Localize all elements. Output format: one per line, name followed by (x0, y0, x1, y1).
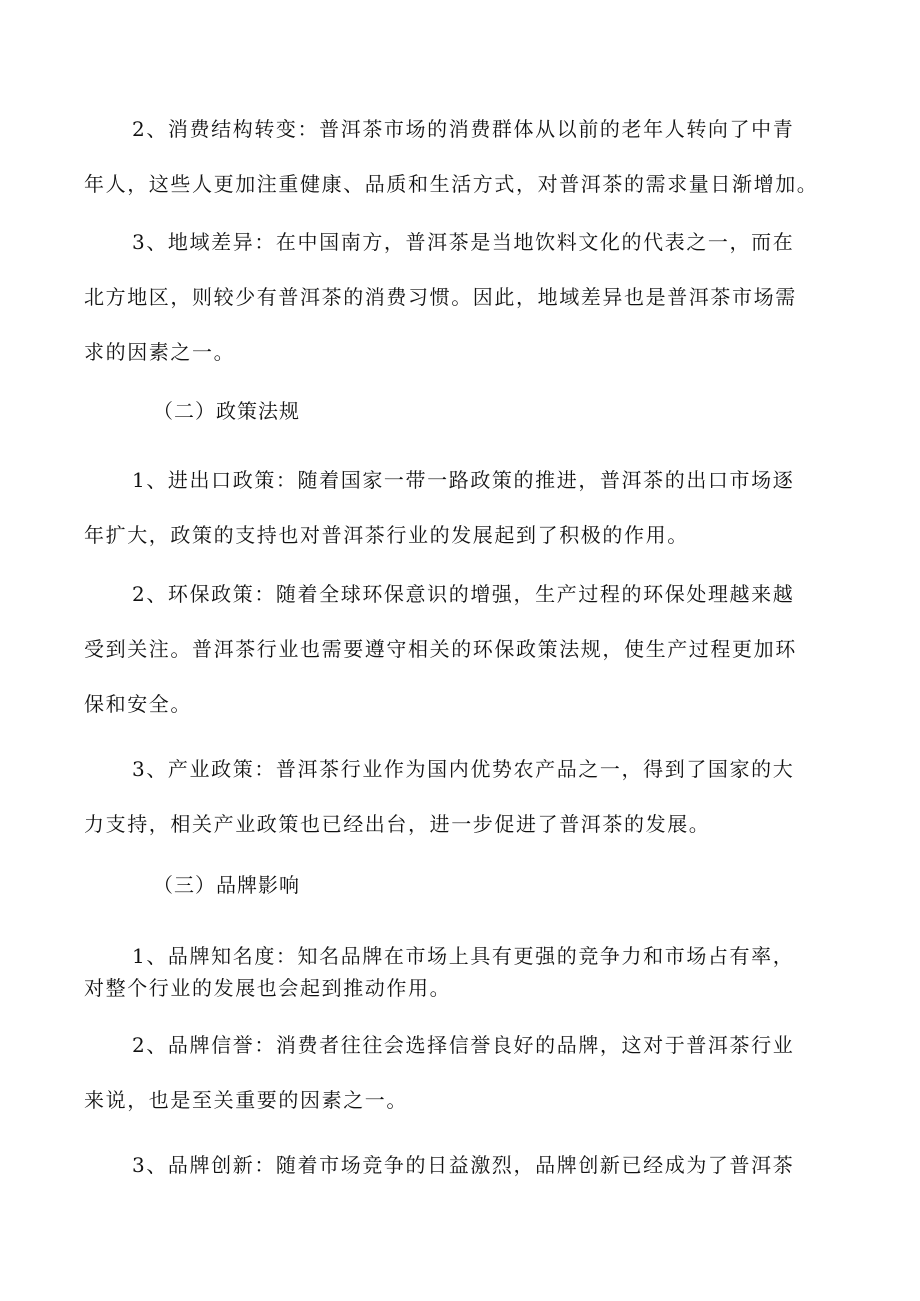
paragraph-environmental-policy-line-2: 受到关注。普洱茶行业也需要遵守相关的环保政策法规，使生产过程更加环 (84, 637, 797, 661)
paragraph-industry-policy-line-1: 3、产业政策：普洱茶行业作为国内优势农产品之一，得到了国家的大 (132, 757, 795, 781)
paragraph-regional-difference-line-2: 北方地区，则较少有普洱茶的消费习惯。因此，地域差异也是普洱茶市场需 (84, 285, 797, 309)
paragraph-import-export-policy-line-1: 1、进出口政策：随着国家一带一路政策的推进，普洱茶的出口市场逐 (132, 468, 795, 492)
paragraph-regional-difference-line-3: 求的因素之一。 (84, 340, 236, 364)
paragraph-industry-policy-line-2: 力支持，相关产业政策也已经出台，进一步促进了普洱茶的发展。 (84, 812, 711, 836)
paragraph-brand-awareness-line-2: 对整个行业的发展也会起到推动作用。 (84, 976, 452, 1000)
paragraph-brand-reputation-line-2: 来说，也是至关重要的因素之一。 (84, 1088, 408, 1112)
section-heading-policy: （二）政策法规 (153, 399, 300, 423)
paragraph-environmental-policy-line-1: 2、环保政策：随着全球环保意识的增强，生产过程的环保处理越来越 (132, 582, 795, 606)
section-heading-brand: （三）品牌影响 (153, 873, 300, 897)
paragraph-brand-reputation-line-1: 2、品牌信誉：消费者往往会选择信誉良好的品牌，这对于普洱茶行业 (132, 1033, 795, 1057)
paragraph-environmental-policy-line-3: 保和安全。 (84, 692, 192, 716)
paragraph-brand-innovation-line-1: 3、品牌创新：随着市场竞争的日益激烈，品牌创新已经成为了普洱茶 (132, 1153, 795, 1177)
paragraph-brand-awareness-line-1: 1、品牌知名度：知名品牌在市场上具有更强的竞争力和市场占有率， (132, 944, 795, 968)
paragraph-consumption-structure-line-1: 2、消费结构转变：普洱茶市场的消费群体从以前的老年人转向了中青 (132, 117, 795, 141)
paragraph-import-export-policy-line-2: 年扩大，政策的支持也对普洱茶行业的发展起到了积极的作用。 (84, 523, 689, 547)
paragraph-regional-difference-line-1: 3、地域差异：在中国南方，普洱茶是当地饮料文化的代表之一，而在 (132, 230, 795, 254)
paragraph-consumption-structure-line-2: 年人，这些人更加注重健康、品质和生活方式，对普洱茶的需求量日渐增加。 (84, 172, 819, 196)
